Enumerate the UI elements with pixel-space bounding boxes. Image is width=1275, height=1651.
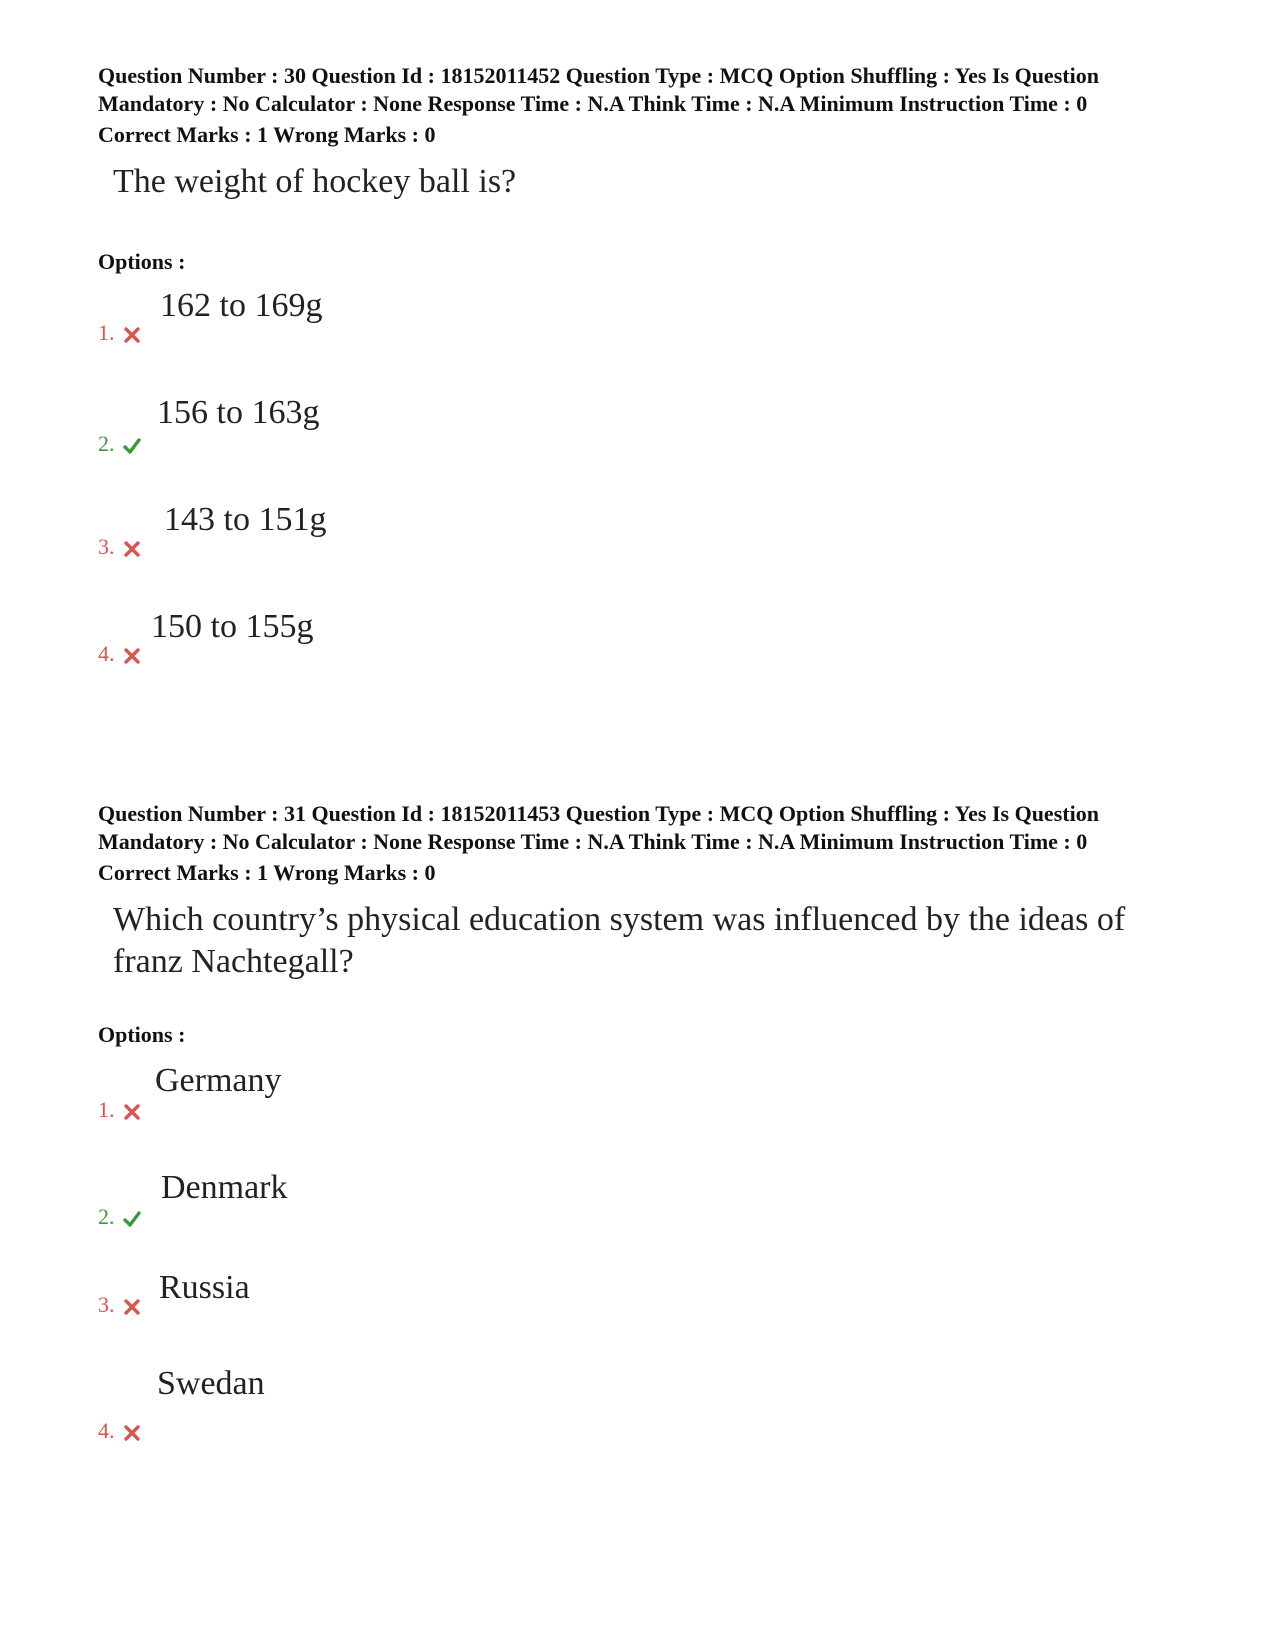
question-block xyxy=(98,62,1178,714)
option-marker xyxy=(98,1097,141,1123)
option-marker xyxy=(98,431,141,457)
question-marks: Correct Marks : 1 Wrong Marks : 0 xyxy=(98,122,436,147)
option-marker xyxy=(98,1418,141,1444)
check-icon xyxy=(123,1210,141,1228)
option-text: 143 to 151g xyxy=(164,501,327,538)
options-label: Options : xyxy=(98,1022,186,1047)
option-number: 4. xyxy=(98,641,115,666)
option-number: 2. xyxy=(98,1204,115,1229)
option-item xyxy=(98,286,1178,393)
question-block xyxy=(98,800,1178,1471)
cross-icon xyxy=(123,540,141,558)
question-marks: Correct Marks : 1 Wrong Marks : 0 xyxy=(98,860,436,885)
question-meta: Question Number : 31 Question Id : 18152011453 Question Type : MCQ Option Shuffling : Yes Is Question Mandatory : No Calculator : None Response Time : N.A Think Time : N.A Minimum Instruction Time : 0 xyxy=(98,801,1099,854)
option-marker xyxy=(98,320,141,346)
option-number: 3. xyxy=(98,1292,115,1317)
option-text: 162 to 169g xyxy=(160,287,323,324)
cross-icon xyxy=(123,647,141,665)
question-text: The weight of hockey ball is? xyxy=(113,163,517,200)
option-number: 2. xyxy=(98,431,115,456)
option-item xyxy=(98,1268,1178,1364)
option-text: Swedan xyxy=(157,1365,265,1402)
option-item xyxy=(98,500,1178,607)
option-item xyxy=(98,1364,1178,1471)
option-marker xyxy=(98,534,141,560)
question-meta: Question Number : 30 Question Id : 18152011452 Question Type : MCQ Option Shuffling : Yes Is Question Mandatory : No Calculator : None Response Time : N.A Think Time : N.A Minimum Instruction Time : 0 xyxy=(98,63,1099,116)
option-text: 150 to 155g xyxy=(151,608,314,645)
option-marker xyxy=(98,641,141,667)
option-text: Russia xyxy=(159,1269,250,1306)
cross-icon xyxy=(123,1103,141,1121)
option-text: 156 to 163g xyxy=(157,394,320,431)
check-icon xyxy=(123,437,141,455)
option-text: Germany xyxy=(155,1062,282,1099)
options-label: Options : xyxy=(98,249,186,274)
question-text: Which country’s physical education system was influenced by the ideas of franz Nachtegall? xyxy=(113,901,1126,980)
option-number: 1. xyxy=(98,320,115,345)
option-number: 4. xyxy=(98,1418,115,1443)
option-item xyxy=(98,393,1178,500)
option-marker xyxy=(98,1204,141,1230)
option-text: Denmark xyxy=(161,1169,288,1206)
option-marker xyxy=(98,1292,141,1318)
option-item xyxy=(98,1061,1178,1168)
cross-icon xyxy=(123,1298,141,1316)
cross-icon xyxy=(123,1424,141,1442)
option-item xyxy=(98,1168,1178,1268)
option-number: 1. xyxy=(98,1097,115,1122)
cross-icon xyxy=(123,326,141,344)
option-number: 3. xyxy=(98,534,115,559)
option-item xyxy=(98,607,1178,714)
